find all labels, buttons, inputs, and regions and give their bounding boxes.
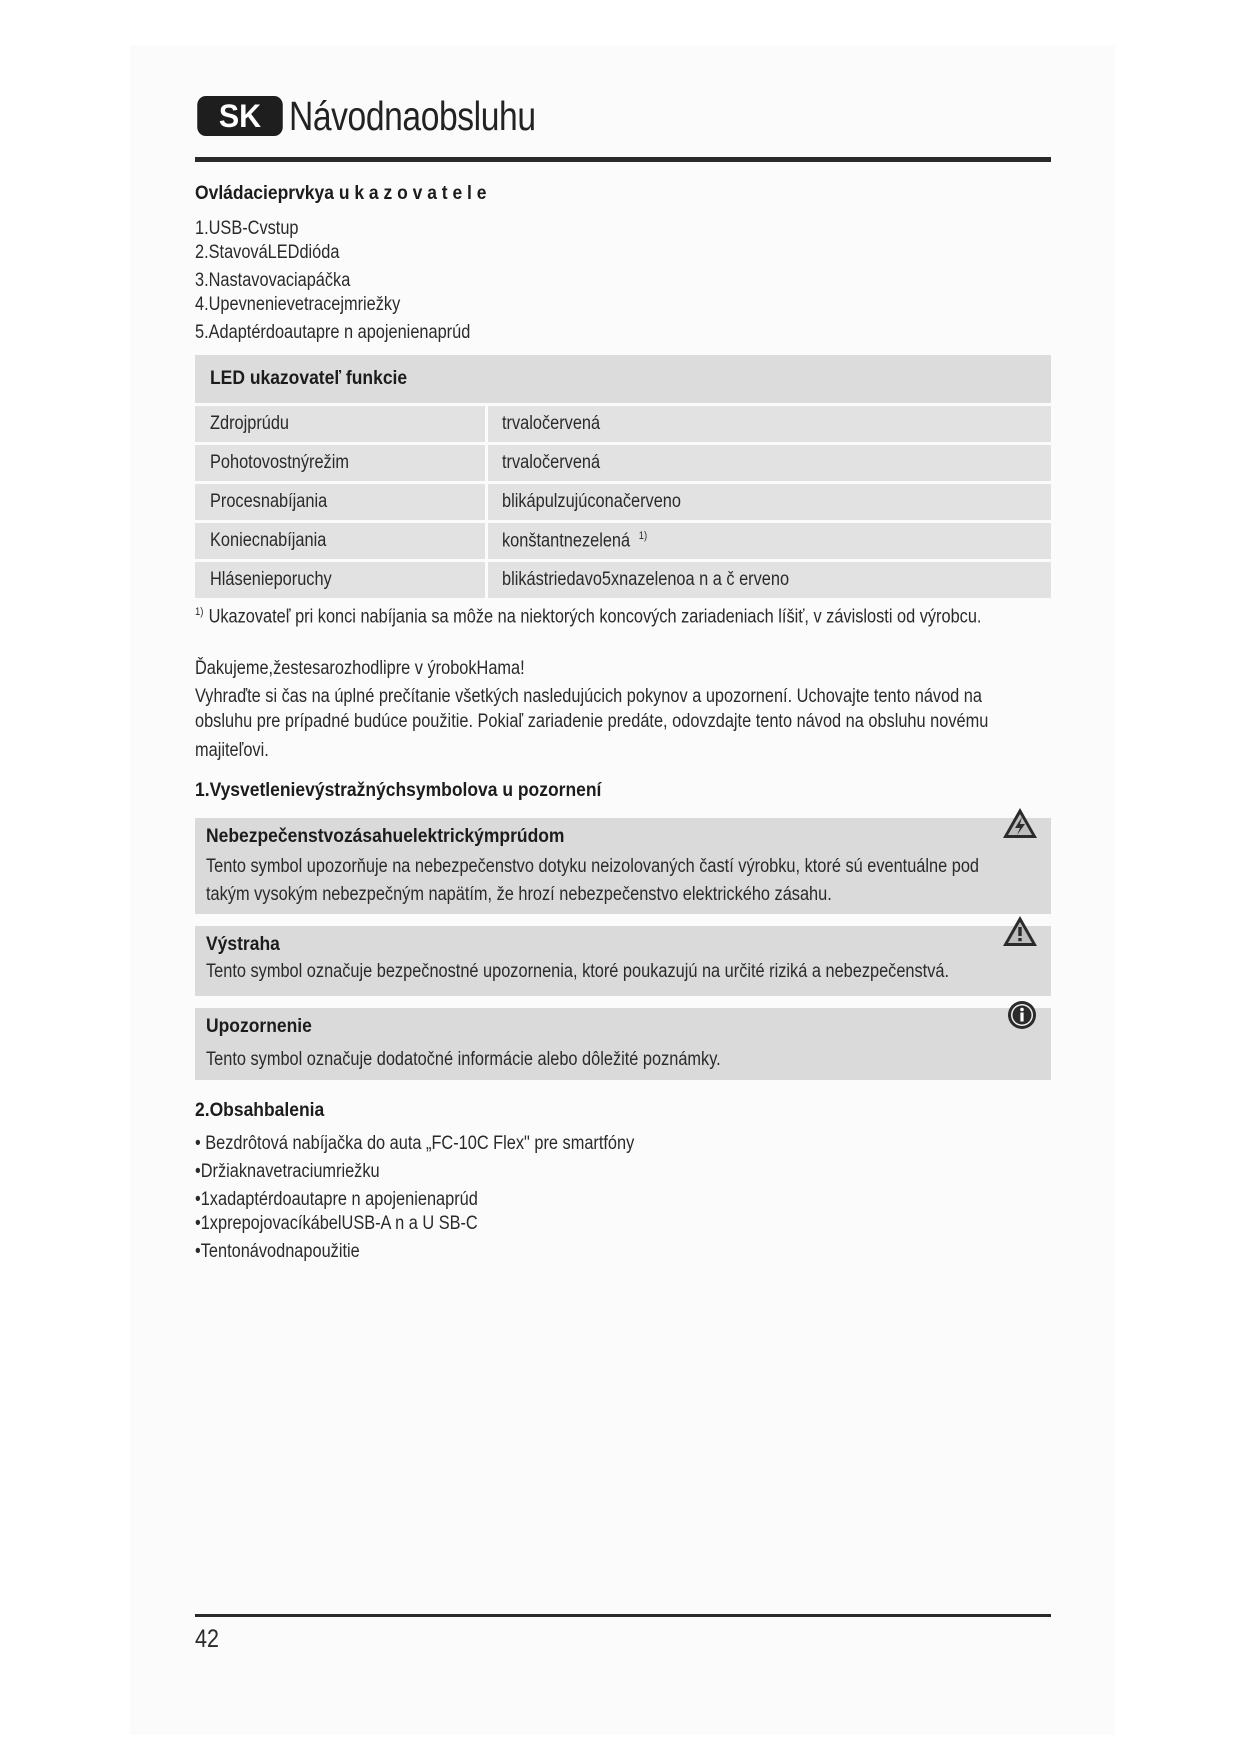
led-indication-cell: blikástriedavo5xnazelenoa n a č erveno <box>488 562 1051 598</box>
footnote-ref: 1) <box>638 529 648 542</box>
symbol-box-info <box>195 1008 1051 1080</box>
symbol-title: Nebezpečenstvozásahuelektrickýmprúdom <box>206 826 565 847</box>
list-item: •1xprepojovacíkábelUSB-A n a U SB-C <box>195 1213 478 1234</box>
page-title: Návodnaobsluhu <box>289 92 536 139</box>
table-row <box>195 406 1051 442</box>
symbol-box-warning <box>195 926 1051 996</box>
symbol-text: Tento symbol označuje bezpečnostné upozornenia, ktoré poukazujú na určité riziká a nebezpečenstvá. <box>206 961 950 982</box>
led-indication-cell: blikápulzujúconačerveno <box>488 484 1051 520</box>
led-state-cell: Pohotovostnýrežim <box>195 445 485 481</box>
language-badge: SK <box>197 96 283 136</box>
table-row <box>195 445 1051 481</box>
list-item: 1.USB-Cvstup <box>195 218 299 239</box>
warning-icon <box>1001 914 1039 948</box>
table-row <box>195 562 1051 598</box>
page-header <box>195 90 1051 142</box>
led-state-cell: Hlásenieporuchy <box>195 562 485 598</box>
footer-rule <box>195 1614 1051 1617</box>
led-indication-cell: trvaločervená <box>488 406 1051 442</box>
list-item: •1xadaptérdoautapre n apojenienaprúd <box>195 1189 478 1210</box>
intro-line: majiteľovi. <box>195 740 269 761</box>
led-indication-cell: trvaločervená <box>488 445 1051 481</box>
list-item: •Tentonávodnapoužitie <box>195 1241 360 1262</box>
list-item: 3.Nastavovaciapáčka <box>195 270 351 291</box>
intro-line: obsluhu pre prípadné budúce použitie. Pokiaľ zariadenie predáte, odovzdajte tento návod na obsluhu novému <box>195 711 989 732</box>
table-row <box>195 484 1051 520</box>
list-item: 5.Adaptérdoautapre n apojenienaprúd <box>195 322 471 343</box>
header-rule <box>195 157 1051 162</box>
led-table-title: LED ukazovateľ funkcie <box>210 368 408 389</box>
led-state-cell: Zdrojprúdu <box>195 406 485 442</box>
symbol-text: takým vysokým nebezpečným napätím, že hrozí nebezpečenstvo elektrického zásahu. <box>206 884 832 905</box>
symbol-text: Tento symbol upozorňuje na nebezpečenstvo dotyku neizolovaných častí výrobku, ktoré sú eventuálne pod <box>206 856 980 877</box>
led-state-cell: Procesnabíjania <box>195 484 485 520</box>
section2-heading: 2.Obsahbalenia <box>195 1100 325 1121</box>
led-table-header <box>195 355 1051 403</box>
controls-heading: Ovládacieprvkya u k a z o v a t e l e <box>195 183 487 204</box>
section1-heading: 1.Vysvetlenievýstražnýchsymbolova u pozornení <box>195 780 602 801</box>
list-item: •Držiaknavetraciumriežku <box>195 1161 380 1182</box>
thanks-text: Ďakujeme,žestesarozhodlipre v ýrobokHama! <box>195 658 525 679</box>
list-item: 4.Upevnenievetracejmriežky <box>195 294 401 315</box>
symbol-text: Tento symbol označuje dodatočné informácie alebo dôležité poznámky. <box>206 1049 721 1070</box>
led-state-cell: Koniecnabíjania <box>195 523 485 559</box>
led-function-table <box>195 355 1051 601</box>
info-icon <box>1007 1000 1037 1030</box>
list-item: • Bezdrôtová nabíjačka do auta „FC-10C Flex" pre smartfóny <box>195 1133 635 1154</box>
led-indication-cell: konštantnezelená $^{1)}$ <box>488 523 1051 559</box>
electric-warning-icon <box>1001 806 1039 840</box>
intro-line: Vyhraďte si čas na úplné prečítanie všetkých nasledujúcich pokynov a upozornení. Uchovajte tento návod na <box>195 686 982 707</box>
symbol-title: Výstraha <box>206 934 280 955</box>
symbol-box-electric <box>195 818 1051 914</box>
table-row <box>195 523 1051 559</box>
page-number: 42 <box>195 1625 219 1653</box>
symbol-title: Upozornenie <box>206 1016 312 1037</box>
led-footnote: $^{1)}$ Ukazovateľ pri konci nabíjania sa môže na niektorých koncových zariadeniach líšiť, v závislosti od výrobcu. <box>195 606 982 628</box>
list-item: 2.StavováLEDdióda <box>195 242 340 263</box>
